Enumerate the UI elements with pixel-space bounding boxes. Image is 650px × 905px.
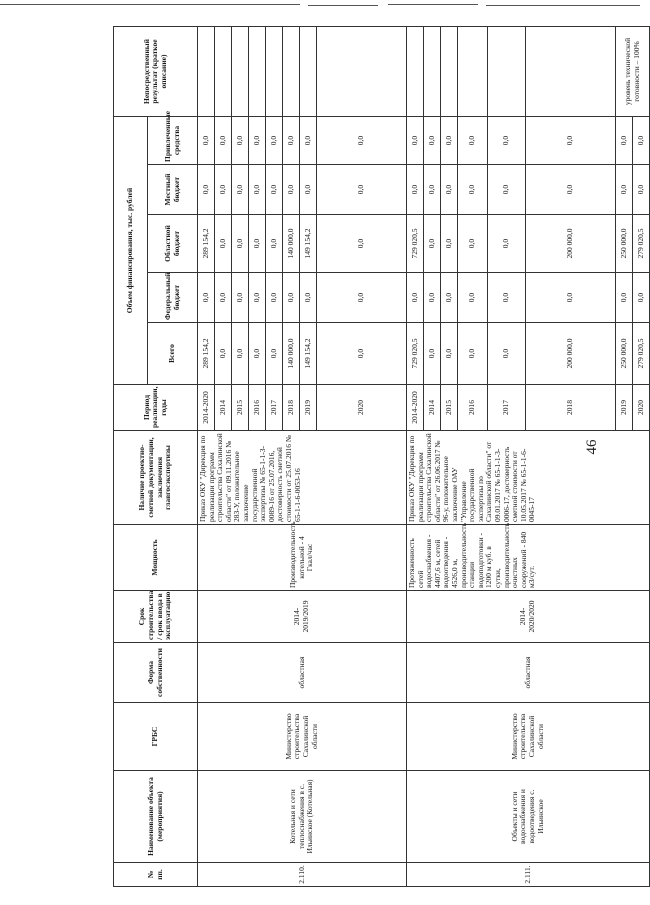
- federal-cell: 0,0: [249, 273, 266, 323]
- attracted-cell: 0,0: [441, 117, 458, 165]
- total-cell: 0,0: [458, 323, 488, 385]
- attracted-cell: 0,0: [283, 117, 300, 165]
- header-result: Непосредственный результат (краткое описание): [114, 27, 198, 117]
- regional-cell: 289 154,2: [198, 215, 215, 273]
- header-regional: Областной бюджет: [148, 215, 198, 273]
- federal-cell: 0,0: [300, 273, 317, 323]
- federal-cell: 0,0: [283, 273, 300, 323]
- header-docs: Наличие проектно-сметной документации, заключения главгосэкспертизы: [114, 431, 198, 525]
- period-cell: 2015: [232, 385, 249, 431]
- header-local: Местный бюджет: [148, 165, 198, 215]
- total-cell: 149 154,2: [300, 323, 317, 385]
- header-grbs: ГРБС: [114, 703, 198, 771]
- local-cell: 0,0: [232, 165, 249, 215]
- object-term: 2014-2020/2020: [407, 591, 650, 643]
- regional-cell: 0,0: [215, 215, 232, 273]
- object-ownership: областная: [198, 643, 407, 703]
- object-docs: Приказ ОКУ "Дирекция по реализации программ строительства Сахалинской области" от 09.11.2016 № 283-У, положительное заключение государственной экспертизы № 65-1-1-3-0089-16 от 25.07.2016, достоверность сметной стоимости от 25.07.2016 № 65-1-1-6-0053-16: [198, 431, 407, 525]
- regional-cell: 0,0: [317, 215, 407, 273]
- period-cell: 2020: [317, 385, 407, 431]
- local-cell: 0,0: [633, 165, 650, 215]
- federal-cell: 0,0: [616, 273, 633, 323]
- local-cell: 0,0: [317, 165, 407, 215]
- attracted-cell: 0,0: [633, 117, 650, 165]
- total-cell: 729 020,5: [407, 323, 424, 385]
- result-cell: [407, 27, 424, 117]
- local-cell: 0,0: [526, 165, 616, 215]
- federal-cell: 0,0: [441, 273, 458, 323]
- period-cell: 2019: [300, 385, 317, 431]
- regional-cell: 0,0: [458, 215, 488, 273]
- financing-table: [113, 26, 650, 887]
- header-total: Всего: [148, 323, 198, 385]
- attracted-cell: 0,0: [266, 117, 283, 165]
- table-row: [407, 27, 424, 887]
- total-cell: 0,0: [441, 323, 458, 385]
- regional-cell: 279 020,5: [633, 215, 650, 273]
- attracted-cell: 0,0: [215, 117, 232, 165]
- local-cell: 0,0: [266, 165, 283, 215]
- local-cell: 0,0: [441, 165, 458, 215]
- header-name: Наименование объекта (мероприятия): [114, 771, 198, 863]
- local-cell: 0,0: [424, 165, 441, 215]
- period-cell: 2020: [633, 385, 650, 431]
- header-capacity: Мощность: [114, 525, 198, 591]
- total-cell: 200 000,0: [526, 323, 616, 385]
- period-cell: 2016: [249, 385, 266, 431]
- attracted-cell: 0,0: [300, 117, 317, 165]
- object-docs: Приказ ОКУ "Дирекция по реализации программ строительства Сахалинской области" от 26.06.2017 № 96-у, положительное заключение ОАУ "Управление государственной экспертизы по Сахалинской области" от 09.01.2017 № 65-1-1-3-0006-17, достоверность сметной стоимости от 10.05.2017 № 65-1-1-6-0045-17: [407, 431, 650, 525]
- result-cell: [441, 27, 458, 117]
- total-cell: 279 020,5: [633, 323, 650, 385]
- result-cell: [424, 27, 441, 117]
- local-cell: 0,0: [249, 165, 266, 215]
- local-cell: 0,0: [616, 165, 633, 215]
- header-ownership: Форма собственности: [114, 643, 198, 703]
- federal-cell: 0,0: [266, 273, 283, 323]
- header-funding: Объем финансирования, тыс. рублей: [114, 117, 148, 385]
- header-period: Период реализации, годы: [114, 385, 198, 431]
- total-cell: 250 000,0: [616, 323, 633, 385]
- federal-cell: 0,0: [215, 273, 232, 323]
- attracted-cell: 0,0: [616, 117, 633, 165]
- federal-cell: 0,0: [232, 273, 249, 323]
- federal-cell: 0,0: [633, 273, 650, 323]
- local-cell: 0,0: [215, 165, 232, 215]
- regional-cell: 0,0: [249, 215, 266, 273]
- regional-cell: 200 000,0: [526, 215, 616, 273]
- total-cell: 0,0: [488, 323, 526, 385]
- result-cell: [300, 27, 317, 117]
- attracted-cell: 0,0: [198, 117, 215, 165]
- regional-cell: 0,0: [488, 215, 526, 273]
- object-capacity: Протяженность сетей водоснабжения - 4407,6 м, сетей водоотведения - 4526,0 м, производительность станции водоподготовки - 1200 м куб. в сутки, производительность очистных сооружений - 840 м3/сут.: [407, 525, 650, 591]
- period-cell: 2014: [424, 385, 441, 431]
- regional-cell: 0,0: [232, 215, 249, 273]
- local-cell: 0,0: [458, 165, 488, 215]
- result-cell: [488, 27, 526, 117]
- object-name: Объекты и сети водоснабжения и водоотведения с. Ильинское: [407, 771, 650, 863]
- total-cell: 0,0: [215, 323, 232, 385]
- period-cell: 2017: [488, 385, 526, 431]
- regional-cell: 0,0: [266, 215, 283, 273]
- local-cell: 0,0: [283, 165, 300, 215]
- period-cell: 2017: [266, 385, 283, 431]
- attracted-cell: 0,0: [458, 117, 488, 165]
- period-cell: 2016: [458, 385, 488, 431]
- header-federal: Федеральный бюджет: [148, 273, 198, 323]
- federal-cell: 0,0: [458, 273, 488, 323]
- result-cell: [215, 27, 232, 117]
- result-cell: уровень технической готовности – 100%: [616, 27, 650, 117]
- federal-cell: 0,0: [407, 273, 424, 323]
- scan-top-rule: [0, 4, 640, 6]
- period-cell: 2014-2020: [198, 385, 215, 431]
- federal-cell: 0,0: [526, 273, 616, 323]
- federal-cell: 0,0: [198, 273, 215, 323]
- object-num: 2.110.: [198, 863, 407, 887]
- result-cell: [198, 27, 215, 117]
- total-cell: 0,0: [317, 323, 407, 385]
- attracted-cell: 0,0: [526, 117, 616, 165]
- regional-cell: 0,0: [441, 215, 458, 273]
- object-num: 2.111.: [407, 863, 650, 887]
- total-cell: 0,0: [249, 323, 266, 385]
- federal-cell: 0,0: [317, 273, 407, 323]
- attracted-cell: 0,0: [488, 117, 526, 165]
- regional-cell: 729 020,5: [407, 215, 424, 273]
- object-ownership: областная: [407, 643, 650, 703]
- local-cell: 0,0: [488, 165, 526, 215]
- local-cell: 0,0: [407, 165, 424, 215]
- period-cell: 2018: [526, 385, 616, 431]
- header-term: Срок строительства / срок ввода в эксплуатацию: [114, 591, 198, 643]
- regional-cell: 149 154,2: [300, 215, 317, 273]
- header-attracted: Привлеченные средства: [148, 117, 198, 165]
- period-cell: 2014: [215, 385, 232, 431]
- attracted-cell: 0,0: [424, 117, 441, 165]
- regional-cell: 0,0: [424, 215, 441, 273]
- total-cell: 289 154,2: [198, 323, 215, 385]
- local-cell: 0,0: [198, 165, 215, 215]
- result-cell: [283, 27, 300, 117]
- page-number: 46: [584, 439, 600, 455]
- local-cell: 0,0: [300, 165, 317, 215]
- object-capacity: Производительность котельной - 4 Гкал/час: [198, 525, 407, 591]
- header-num: № пп.: [114, 863, 198, 887]
- attracted-cell: 0,0: [317, 117, 407, 165]
- table-row: [198, 27, 215, 887]
- period-cell: 2019: [616, 385, 633, 431]
- attracted-cell: 0,0: [249, 117, 266, 165]
- regional-cell: 250 000,0: [616, 215, 633, 273]
- result-cell: [266, 27, 283, 117]
- attracted-cell: 0,0: [232, 117, 249, 165]
- object-grbs: Министерство строительства Сахалинской области: [407, 703, 650, 771]
- result-cell: [232, 27, 249, 117]
- federal-cell: 0,0: [488, 273, 526, 323]
- object-term: 2014-2019/2019: [198, 591, 407, 643]
- period-cell: 2015: [441, 385, 458, 431]
- period-cell: 2018: [283, 385, 300, 431]
- total-cell: 0,0: [266, 323, 283, 385]
- total-cell: 0,0: [232, 323, 249, 385]
- result-cell: [458, 27, 488, 117]
- regional-cell: 140 000,0: [283, 215, 300, 273]
- attracted-cell: 0,0: [407, 117, 424, 165]
- total-cell: 140 000,0: [283, 323, 300, 385]
- federal-cell: 0,0: [424, 273, 441, 323]
- result-cell: [317, 27, 407, 117]
- total-cell: 0,0: [424, 323, 441, 385]
- result-cell: [249, 27, 266, 117]
- period-cell: 2014-2020: [407, 385, 424, 431]
- object-grbs: Министерство строительства Сахалинской области: [198, 703, 407, 771]
- object-name: Котельная и сети теплоснабжения в с. Ильинское (Котельная): [198, 771, 407, 863]
- result-cell: [526, 27, 616, 117]
